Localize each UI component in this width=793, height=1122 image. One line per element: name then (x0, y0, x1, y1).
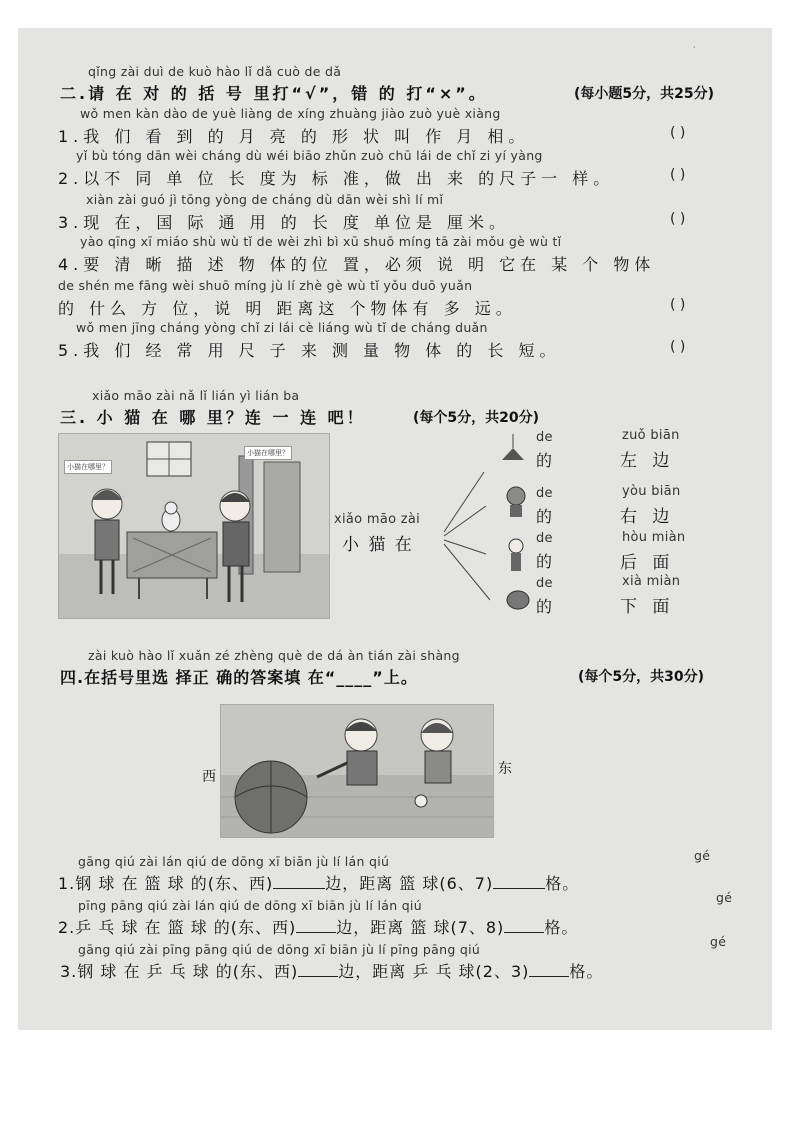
s4-q2-blank-distance[interactable] (504, 920, 544, 933)
option1-de: 的 (536, 451, 553, 470)
section3-pinyin: xiǎo māo zài nǎ lǐ lián yì lián ba (92, 388, 300, 403)
center-text: 小 猫 在 (342, 535, 414, 555)
s4-q3-text-b: 边，距离 乒 乓 球(2、3) (338, 962, 530, 981)
q4-pinyin: yào qīng xī miáo shù wù tǐ de wèi zhì bì xū shuō míng tā zài mǒu gè wù tǐ (80, 234, 562, 249)
balls-illustration (220, 704, 494, 838)
option3-behind[interactable]: 后 面 (620, 553, 675, 573)
section4-score: (每个5分，共30分) (578, 669, 705, 685)
q1-answer-paren[interactable]: ( ) (670, 125, 686, 141)
option4-de: 的 (536, 597, 553, 616)
s4-q2-text-c: 格。 (544, 918, 579, 937)
matching-lines (438, 428, 548, 618)
s4-q2-line (58, 915, 578, 938)
option1-left[interactable]: 左 边 (620, 451, 675, 471)
s4-q2-ge-pinyin: gé (716, 890, 733, 905)
balls-drawing (221, 705, 493, 837)
s4-q2-text-a: 2.乒 乓 球 在 篮 球 的(东、西) (58, 918, 297, 937)
option3-pinyin: hòu miàn (622, 530, 686, 545)
q4-text-line2: 的 什么 方 位，说 明 距离这 个物体有 多 远。 (58, 299, 517, 318)
section4-title: 四.在括号里选 择正 确的答案填 在“____”上。 (60, 668, 418, 687)
option4-pinyin: xià miàn (622, 574, 681, 589)
s4-q3-blank-distance[interactable] (529, 964, 569, 977)
worksheet-page (18, 28, 772, 1030)
center-pinyin: xiǎo māo zài (334, 512, 421, 527)
q3-answer-paren[interactable]: ( ) (670, 211, 686, 227)
s4-q3-text-a: 3.钢 球 在 乒 乓 球 的(东、西) (60, 962, 299, 981)
s4-q3-text-c: 格。 (569, 962, 604, 981)
s4-q1-blank-direction[interactable] (273, 876, 325, 889)
q5-text: 5.我 们 经 常 用 尺 子 来 测 量 物 体 的 长 短。 (58, 341, 561, 360)
option2-pinyin: yòu biān (622, 484, 681, 499)
q2-answer-paren[interactable]: ( ) (670, 167, 686, 183)
s4-q3-ge-pinyin: gé (710, 934, 727, 949)
s4-q2-blank-direction[interactable] (296, 920, 336, 933)
q4-answer-paren[interactable]: ( ) (670, 297, 686, 313)
option2-right[interactable]: 右 边 (620, 507, 675, 527)
q3-text: 3.现 在，国 际 通 用 的 长 度 单位是 厘米。 (58, 213, 511, 232)
s4-q3-blank-direction[interactable] (298, 964, 338, 977)
section3-title: 三. 小 猫 在 哪 里？连 一 连 吧！ (60, 408, 366, 427)
s4-q1-pinyin: gāng qiú zài lán qiú de dōng xī biān jù lí lán qiú (78, 854, 390, 869)
q5-answer-paren[interactable]: ( ) (670, 339, 686, 355)
s4-q1-text-a: 1.钢 球 在 篮 球 的(东、西) (58, 874, 274, 893)
q1-pinyin: wǒ men kàn dào de yuè liàng de xíng zhuàng jiào zuò yuè xiàng (80, 106, 501, 121)
q2-pinyin: yǐ bù tóng dān wèi cháng dù wéi biāo zhǔn zuò chū lái de chǐ zi yí yàng (76, 148, 543, 163)
option2-de-pinyin: de (536, 486, 553, 501)
option2-de: 的 (536, 507, 553, 526)
s4-q1-text-b: 边，距离 篮 球(6、7) (325, 874, 494, 893)
option4-de-pinyin: de (536, 576, 553, 591)
section3-score: (每个5分，共20分) (413, 410, 540, 426)
speech-bubble-girl: 小猫在哪里？ (64, 460, 112, 474)
s4-q1-ge-pinyin: gé (694, 848, 711, 863)
q4-text: 4.要 清 晰 描 述 物 体的位 置，必须 说 明 它在 某 个 物体 (58, 255, 656, 274)
s4-q1-line (58, 871, 579, 894)
option4-below[interactable]: 下 面 (620, 597, 675, 617)
section4-pinyin: zài kuò hào lǐ xuǎn zé zhèng què de dá àn tián zài shàng (88, 648, 460, 663)
q5-pinyin: wǒ men jīng cháng yòng chǐ zi lái cè liáng wù tǐ de cháng duǎn (76, 320, 488, 335)
q4-pinyin-line2: de shén me fāng wèi shuō míng jù lí zhè gè wù tǐ yǒu duō yuǎn (58, 278, 473, 293)
option3-de: 的 (536, 552, 553, 571)
east-label: 东 (498, 761, 512, 777)
option3-de-pinyin: de (536, 531, 553, 546)
s4-q1-text-c: 格。 (545, 874, 580, 893)
s4-q2-text-b: 边，距离 篮 球(7、8) (336, 918, 505, 937)
q2-text: 2.以不 同 单 位 长 度为 标 准，做 出 来 的尺子一 样。 (58, 169, 615, 188)
s4-q3-pinyin: gāng qiú zài pīng pāng qiú de dōng xī biān jù lí pīng pāng qiú (78, 942, 481, 957)
section2-title: 二.请 在 对 的 括 号 里打“√”，错 的 打“×”。 (60, 84, 488, 103)
section2-score: (每小题5分，共25分) (574, 86, 715, 102)
option1-pinyin: zuǒ biān (622, 428, 680, 443)
q3-pinyin: xiàn zài guó jì tōng yòng de cháng dù dān wèi shì lí mǐ (86, 192, 444, 207)
section2-pinyin: qǐng zài duì de kuò hào lǐ dǎ cuò de dǎ (88, 64, 342, 79)
s4-q1-blank-distance[interactable] (493, 876, 545, 889)
mark: ˊ (692, 46, 696, 55)
s4-q3-line (60, 959, 603, 982)
s4-q2-pinyin: pīng pāng qiú zài lán qiú de dōng xī biān jù lí lán qiú (78, 898, 422, 913)
option1-de-pinyin: de (536, 430, 553, 445)
west-label: 西 (202, 769, 216, 785)
speech-bubble-boy: 小猫在哪里？ (244, 446, 292, 460)
q1-text: 1.我 们 看 到 的 月 亮 的 形 状 叫 作 月 相。 (58, 127, 530, 146)
